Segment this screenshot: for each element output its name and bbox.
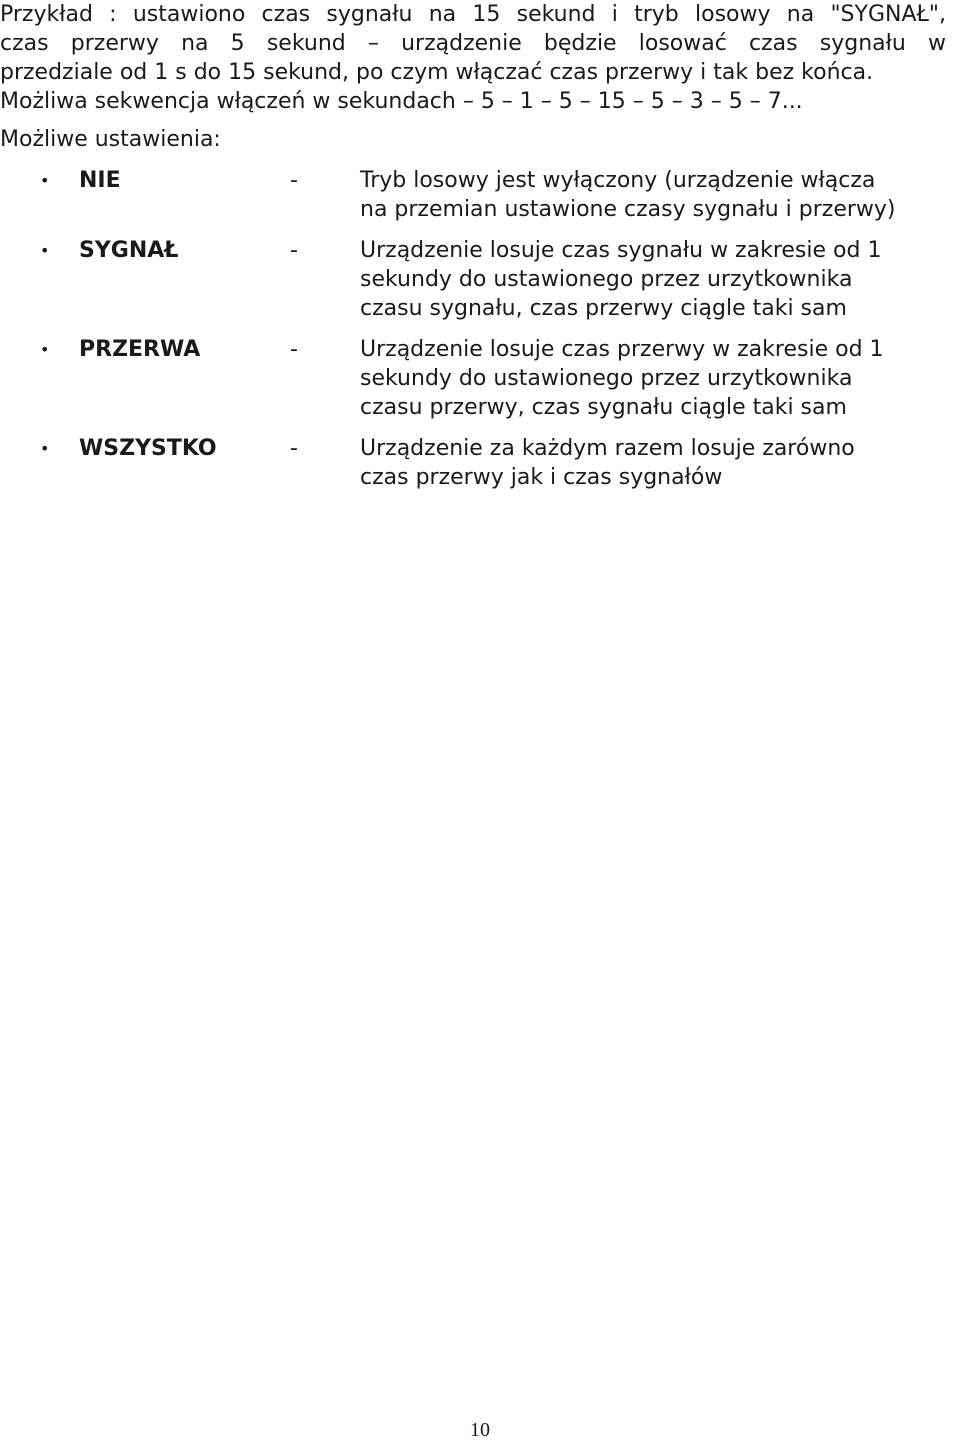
bullet-icon: • (40, 439, 50, 458)
setting-term: PRZERWA (79, 337, 201, 362)
list-item (0, 434, 960, 492)
setting-description (360, 236, 950, 323)
list-item (0, 335, 960, 422)
description-line: czas przerwy jak i czas sygnałów (360, 465, 723, 490)
list-item (0, 166, 960, 224)
description-line: czasu sygnału, czas przerwy ciągle taki sam (360, 296, 847, 321)
setting-term: WSZYSTKO (79, 436, 217, 461)
separator-dash: - (290, 238, 298, 263)
description-line: Tryb losowy jest wyłączony (urządzenie włącza (360, 168, 876, 193)
separator-dash: - (290, 168, 298, 193)
settings-heading: Możliwe ustawienia: (0, 127, 221, 152)
intro-paragraph (0, 0, 946, 116)
setting-description (360, 434, 950, 492)
description-line: czasu przerwy, czas sygnału ciągle taki sam (360, 395, 847, 420)
bullet-icon: • (40, 171, 50, 190)
description-line: sekundy do ustawionego przez urzytkownika (360, 267, 853, 292)
page-number: 10 (470, 1419, 490, 1441)
intro-line: Przykład : ustawiono czas sygnału na 15 sekund i tryb losowy na "SYGNAŁ", (0, 2, 946, 27)
setting-description (360, 335, 950, 422)
settings-list (0, 166, 960, 504)
setting-term: SYGNAŁ (79, 238, 179, 263)
setting-term: NIE (79, 168, 121, 193)
description-line: Urządzenie losuje czas przerwy w zakresie od 1 (360, 337, 884, 362)
description-line: sekundy do ustawionego przez urzytkownika (360, 366, 853, 391)
intro-line: Możliwa sekwencja włączeń w sekundach – 5 – 1 – 5 – 15 – 5 – 3 – 5 – 7... (0, 89, 803, 114)
intro-line: przedziale od 1 s do 15 sekund, po czym włączać czas przerwy i tak bez końca. (0, 60, 874, 85)
description-line: Urządzenie losuje czas sygnału w zakresie od 1 (360, 238, 882, 263)
description-line: na przemian ustawione czasy sygnału i przerwy) (360, 197, 896, 222)
bullet-icon: • (40, 340, 50, 359)
separator-dash: - (290, 337, 298, 362)
separator-dash: - (290, 436, 298, 461)
bullet-icon: • (40, 241, 50, 260)
list-item (0, 236, 960, 323)
setting-description (360, 166, 950, 224)
description-line: Urządzenie za każdym razem losuje zarówno (360, 436, 855, 461)
intro-line: czas przerwy na 5 sekund – urządzenie będzie losować czas sygnału w (0, 31, 946, 56)
